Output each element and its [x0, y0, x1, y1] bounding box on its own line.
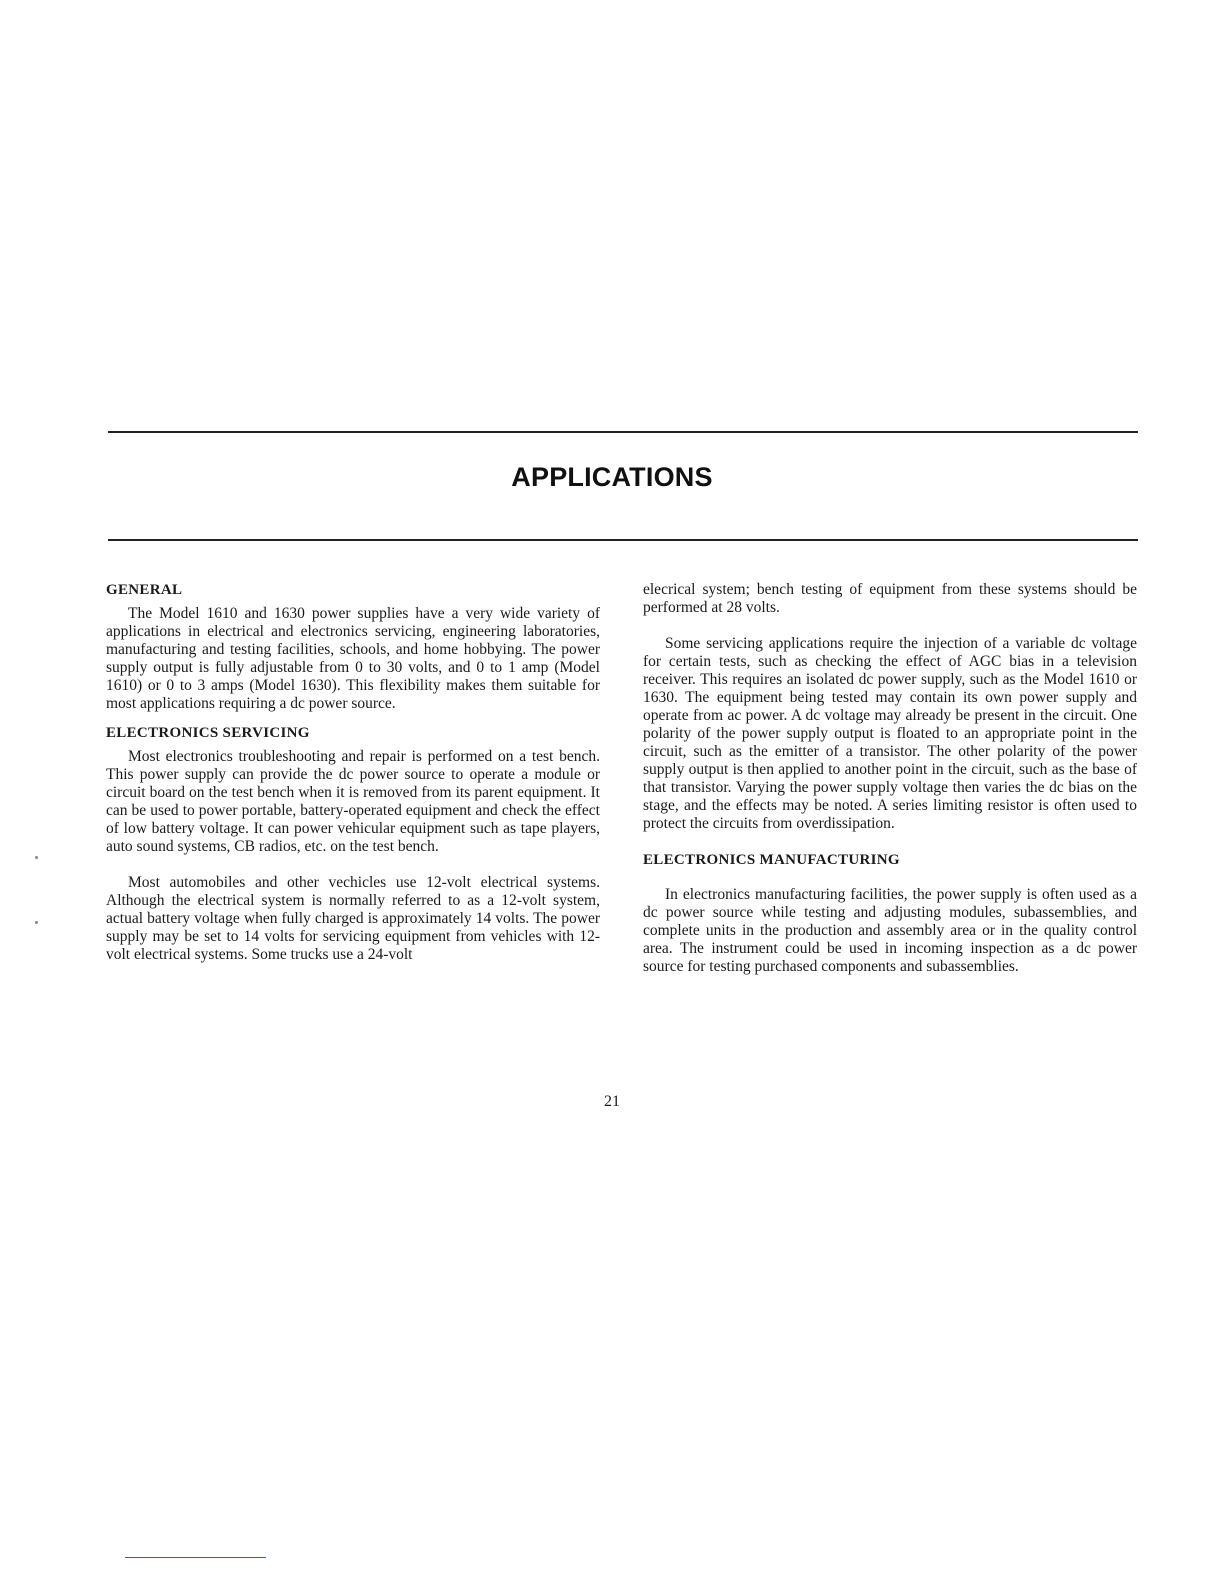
footer-line [125, 1557, 266, 1558]
manufacturing-paragraph: In electronics manufacturing facilities, the power supply is often used as a dc power source while testing and adjusting modules, subassemblies, and complete units in the production and assembly area or in the quality control area. The instrument could be used in incoming inspection as a dc power source for testing purchased components and subassemblies. [643, 886, 1137, 975]
page-title: APPLICATIONS [511, 462, 713, 492]
left-column [106, 581, 600, 964]
continuation-paragraph: elecrical system; bench testing of equipment from these systems should be performed at 28 volts. [643, 581, 1137, 616]
servicing-paragraph-1: Most electronics troubleshooting and repair is performed on a test bench. This power supply can provide the dc power source to operate a module or circuit board on the test bench when it is removed from its parent equipment. It can be used to power portable, battery-operated equipment and check the effect of low battery voltage. It can power vehicular equipment such as tape players, auto sound systems, CB radios, etc. on the test bench. [106, 748, 600, 855]
section-heading-manufacturing: ELECTRONICS MANUFACTURING [643, 852, 900, 868]
top-rule [108, 431, 1138, 433]
bottom-rule [108, 539, 1138, 541]
scan-mark [35, 856, 38, 859]
right-column [643, 581, 1137, 976]
agc-paragraph: Some servicing applications require the injection of a variable dc voltage for certain tests, such as checking the effect of AGC bias in a television receiver. This requires an isolated dc power supply, such as the Model 1610 or 1630. The equipment being tested may contain its own power supply and operate from ac power. A dc voltage may already be present in the circuit. One polarity of the power supply output is floated to an appropriate point in the circuit, such as the emitter of a transistor. The other polarity of the power supply output is then applied to another point in the circuit, such as the base of that transistor. Varying the power supply voltage then varies the dc bias on the stage, and the effects may be noted. A series limiting resistor is often used to protect the circuits from overdissipation. [643, 635, 1137, 832]
scan-mark [35, 921, 38, 924]
servicing-paragraph-2: Most automobiles and other vechicles use 12-volt electrical systems. Although the electrical system is normally referred to as a 12-volt system, actual battery voltage when fully charged is approximately 14 volts. The power supply may be set to 14 volts for servicing equipment from vehicles with 12-volt electrical systems. Some trucks use a 24-volt [106, 874, 600, 963]
page-number: 21 [604, 1093, 620, 1110]
section-heading-servicing: ELECTRONICS SERVICING [106, 725, 310, 741]
section-heading-general: GENERAL [106, 582, 183, 598]
general-paragraph: The Model 1610 and 1630 power supplies have a very wide variety of applications in electrical and electronics servicing, engineering laboratories, manufacturing and testing facilities, schools, and home hobbying. The power supply output is fully adjustable from 0 to 30 volts, and 0 to 1 amp (Model 1610) or 0 to 3 amps (Model 1630). This flexibility makes them suitable for most applications requiring a dc power source. [106, 605, 600, 712]
